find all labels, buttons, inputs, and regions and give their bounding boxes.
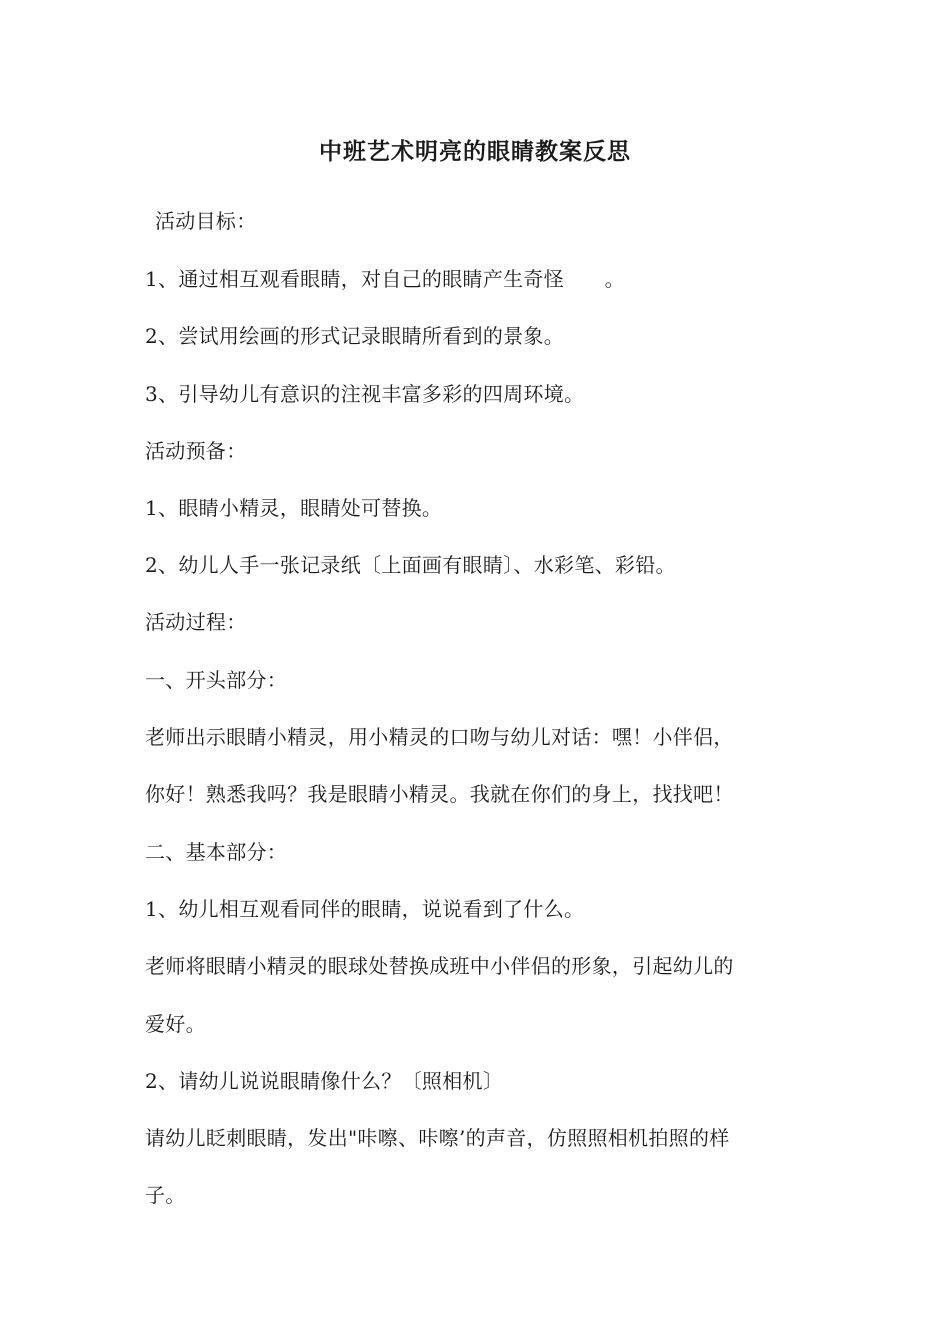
paragraph-line: 你好！熟悉我吗？我是眼睛小精灵。我就在你们的身上，找找吧！ bbox=[145, 782, 734, 806]
paragraph-line: 2、尝试用绘画的形式记录眼睛所看到的景象。 bbox=[145, 324, 565, 348]
paragraph-line: 子。 bbox=[145, 1183, 186, 1207]
paragraph-line: 2、幼儿人手一张记录纸〔上面画有眼睛〕、水彩笔、彩铅。 bbox=[145, 553, 676, 577]
subsection-heading-basic: 二、基本部分： bbox=[145, 840, 288, 864]
section-heading-process: 活动过程： bbox=[145, 610, 247, 634]
paragraph-line: 2、请幼儿说说眼睛像什么？〔照相机〕 bbox=[145, 1069, 504, 1093]
paragraph-line: 请幼儿眨刺眼睛，发出"咔嚓、咔嚓’的声音，仿照照相机拍照的样 bbox=[145, 1126, 730, 1150]
paragraph-line: 3、引导幼儿有意识的注视丰富多彩的四周环境。 bbox=[145, 382, 585, 406]
section-heading-preparation: 活动预备： bbox=[145, 439, 247, 463]
paragraph-line: 老师将眼睛小精灵的眼球处替换成班中小伴侣的形象，引起幼儿的 bbox=[145, 954, 734, 978]
paragraph-line: 爱好。 bbox=[145, 1012, 206, 1036]
paragraph-line: 1、幼儿相互观看同伴的眼睛，说说看到了什么。 bbox=[145, 897, 585, 921]
paragraph-line: 老师出示眼睛小精灵，用小精灵的口吻与幼儿对话：嘿！小伴侣， bbox=[145, 725, 734, 749]
subsection-heading-opening: 一、开头部分： bbox=[145, 668, 288, 692]
paragraph-line: 1、通过相互观看眼睛，对自己的眼睛产生奇怪 。 bbox=[145, 267, 625, 291]
document-title: 中班艺术明亮的眼睛教案反思 bbox=[319, 139, 631, 165]
paragraph-line: 1、眼睛小精灵，眼睛处可替换。 bbox=[145, 496, 443, 520]
section-heading-goals: 活动目标： bbox=[155, 209, 257, 233]
